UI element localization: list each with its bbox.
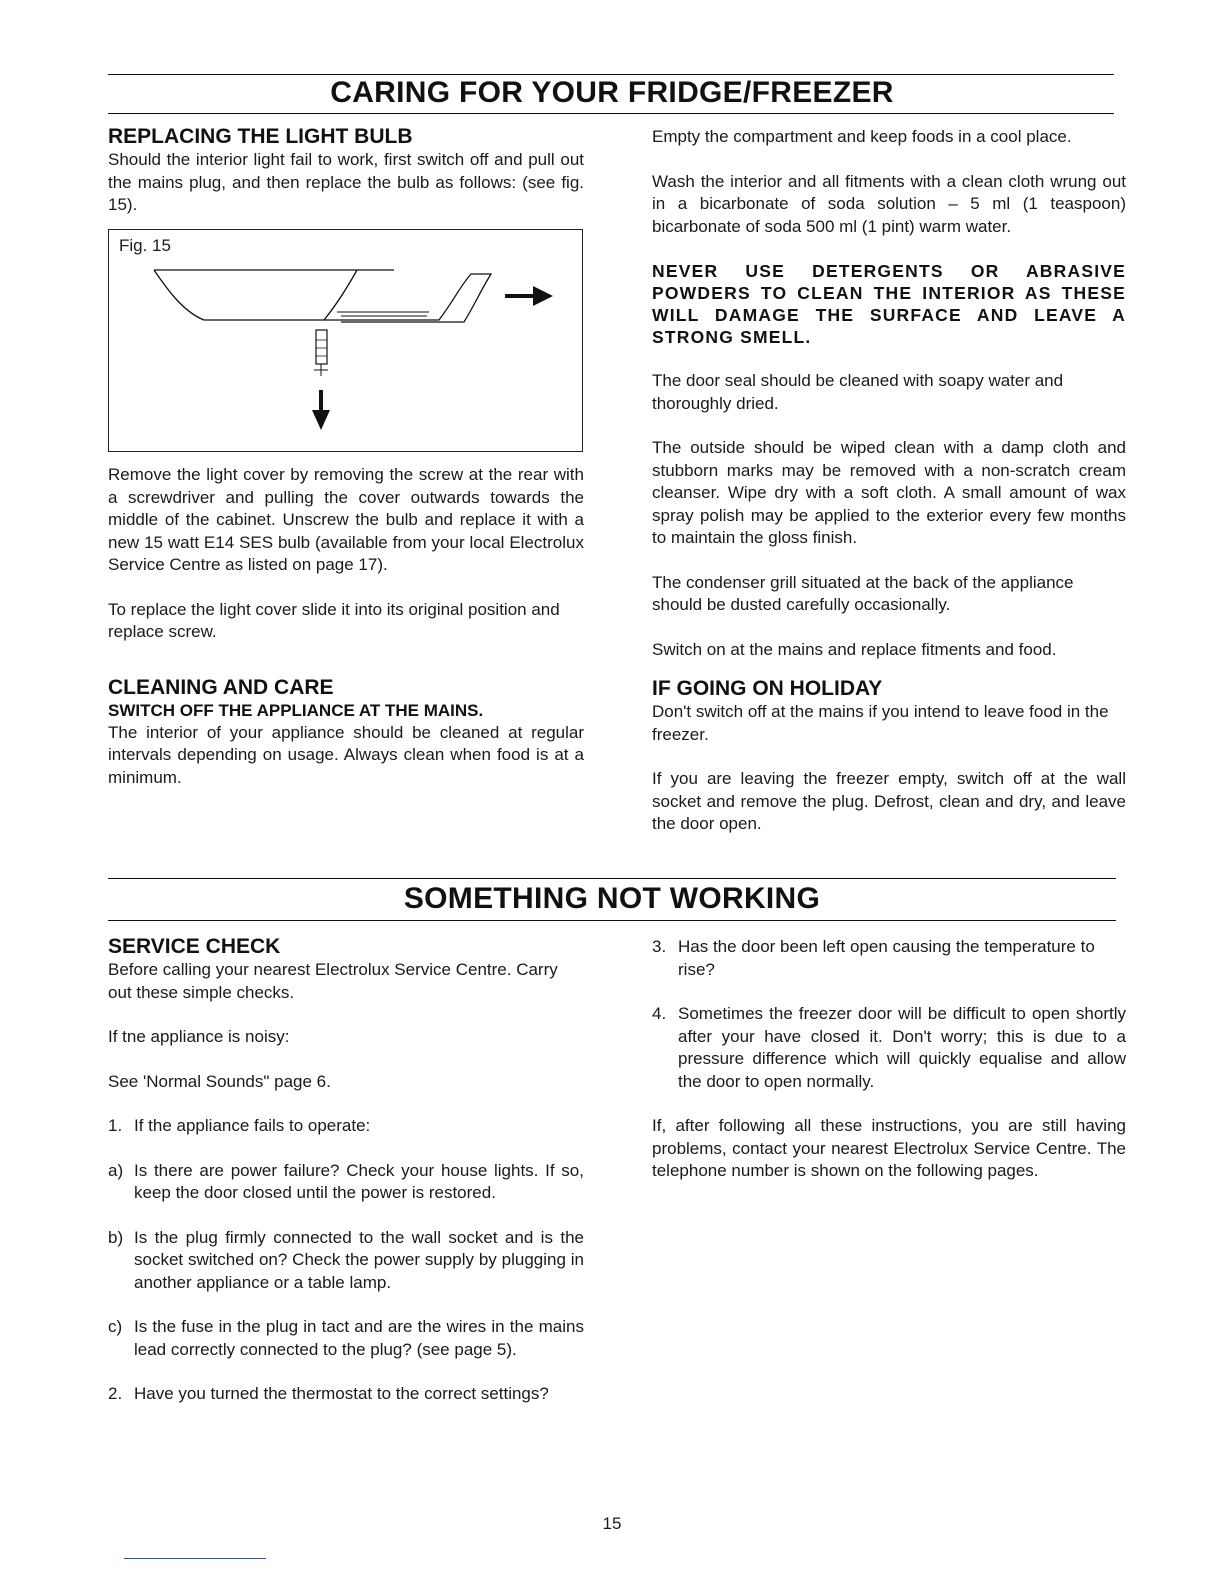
caring-section-title: CARING FOR YOUR FRIDGE/FREEZER xyxy=(330,76,894,109)
list-item xyxy=(108,1115,584,1138)
list-item-text: Is the fuse in the plug in tact and are the wires in the mains lead correctly connected to the plug? (see page 5). xyxy=(134,1317,584,1359)
list-item-number: 4. xyxy=(652,1004,667,1023)
bulb-replace-text: To replace the light cover slide it into its original position and replace screw. xyxy=(108,599,560,641)
right-column-lower xyxy=(652,936,1126,1183)
list-item-text: Is there are power failure? Check your house lights. If so, keep the door closed until the power is restored. xyxy=(134,1160,584,1202)
cleaning-subheading: SWITCH OFF THE APPLIANCE AT THE MAINS. xyxy=(108,700,484,720)
list-item-text: Sometimes the freezer door will be difficult to open shortly after your have closed it. Don't worry; this is due to a pressure difference which will quickly equalise and allow the door to open normally. xyxy=(678,1004,1126,1091)
middle-rule-upper xyxy=(108,878,1116,879)
left-column-lower xyxy=(108,935,584,1406)
list-item xyxy=(652,1003,1126,1093)
left-column-upper xyxy=(108,125,584,217)
cleaning-outside: The outside should be wiped clean with a damp cloth and stubborn marks may be removed with a non-scratch cream cleanser. Wipe dry with a soft cloth. A small amount of wax spray polish may be applied to the exterior every few months to maintain the gloss finish. xyxy=(652,438,1126,547)
list-item xyxy=(108,1383,584,1406)
list-item-number: 1. xyxy=(108,1116,123,1135)
holiday-p1: Don't switch off at the mains if you intend to leave food in the freezer. xyxy=(652,702,1109,744)
right-column-upper xyxy=(652,126,1126,836)
figure-15 xyxy=(108,229,583,452)
service-intro: Before calling your nearest Electrolux Service Centre. Carry out these simple checks. xyxy=(108,960,558,1002)
list-item-text: Has the door been left open causing the temperature to rise? xyxy=(678,937,1095,979)
cleaning-empty: Empty the compartment and keep foods in a cool place. xyxy=(652,127,1072,146)
page-number: 15 xyxy=(602,1514,622,1533)
cleaning-door-seal: The door seal should be cleaned with soapy water and thoroughly dried. xyxy=(652,371,1064,413)
bottom-link-line xyxy=(124,1558,266,1559)
list-item-text: If the appliance fails to operate: xyxy=(134,1116,371,1135)
service-noisy: If tne appliance is noisy: xyxy=(108,1027,290,1046)
list-item xyxy=(108,1316,584,1361)
bulb-remove-text: Remove the light cover by removing the screw at the rear with a screwdriver and pulling the cover outwards towards the middle of the cabinet. Unscrew the bulb and replace it with a new 15 watt E14 SES bulb (available from your local Electrolux Service Centre as listed on page 17). xyxy=(108,465,584,574)
light-cover-diagram xyxy=(109,230,584,453)
cleaning-warning: NEVER USE DETERGENTS OR ABRASIVE POWDERS TO CLEAN THE INTERIOR AS THESE WILL DAMAGE THE SURFACE AND LEAVE A STRONG SMELL. xyxy=(652,261,1126,347)
service-closing: If, after following all these instructions, you are still having problems, contact your nearest Electrolux Service Centre. The telephone number is shown on the following pages. xyxy=(652,1116,1126,1180)
cleaning-switch-on: Switch on at the mains and replace fitments and food. xyxy=(652,639,1057,659)
list-item-number: 3. xyxy=(652,937,667,956)
cleaning-condenser: The condenser grill situated at the back of the appliance should be dusted carefully occasionally. xyxy=(652,572,1074,614)
list-item-text: Is the plug firmly connected to the wall socket and is the socket switched on? Check the power supply by plugging in another appliance or a table lamp. xyxy=(134,1227,584,1292)
middle-rule-lower xyxy=(108,920,1116,921)
cleaning-intro: The interior of your appliance should be cleaned at regular intervals depending on usage. Always clean when food is at a minimum. xyxy=(108,722,584,787)
list-item-number: a) xyxy=(108,1160,124,1180)
not-working-section-title: SOMETHING NOT WORKING xyxy=(403,882,821,915)
service-heading: SERVICE CHECK xyxy=(108,935,281,958)
top-rule-lower xyxy=(108,113,1114,114)
list-item xyxy=(108,1160,584,1205)
list-item-number: c) xyxy=(108,1317,123,1336)
list-item-number: b) xyxy=(108,1227,124,1247)
service-see-sounds: See 'Normal Sounds" page 6. xyxy=(108,1071,331,1091)
list-item xyxy=(108,1227,584,1295)
bulb-screw-icon xyxy=(316,330,327,364)
bulb-heading: REPLACING THE LIGHT BULB xyxy=(108,125,413,148)
cleaning-heading: CLEANING AND CARE xyxy=(108,675,334,699)
left-column-middle xyxy=(108,464,584,789)
holiday-p2: If you are leaving the freezer empty, switch off at the wall socket and remove the plug. Defrost, clean and dry, and leave the door open. xyxy=(652,769,1126,833)
figure-label: Fig. 15 xyxy=(119,236,171,255)
list-item-text: Have you turned the thermostat to the correct settings? xyxy=(134,1384,549,1403)
list-item xyxy=(652,936,1126,981)
cleaning-wash: Wash the interior and all fitments with a clean cloth wrung out in a bicarbonate of soda solution – 5 ml (1 teaspoon) bicarbonate of soda 500 ml (1 pint) warm water. xyxy=(652,171,1126,236)
bulb-intro: Should the interior light fail to work, first switch off and pull out the mains plug, and then replace the bulb as follows: (see fig. 15). xyxy=(108,150,584,214)
list-item-number: 2. xyxy=(108,1384,123,1403)
holiday-heading: IF GOING ON HOLIDAY xyxy=(652,677,883,700)
